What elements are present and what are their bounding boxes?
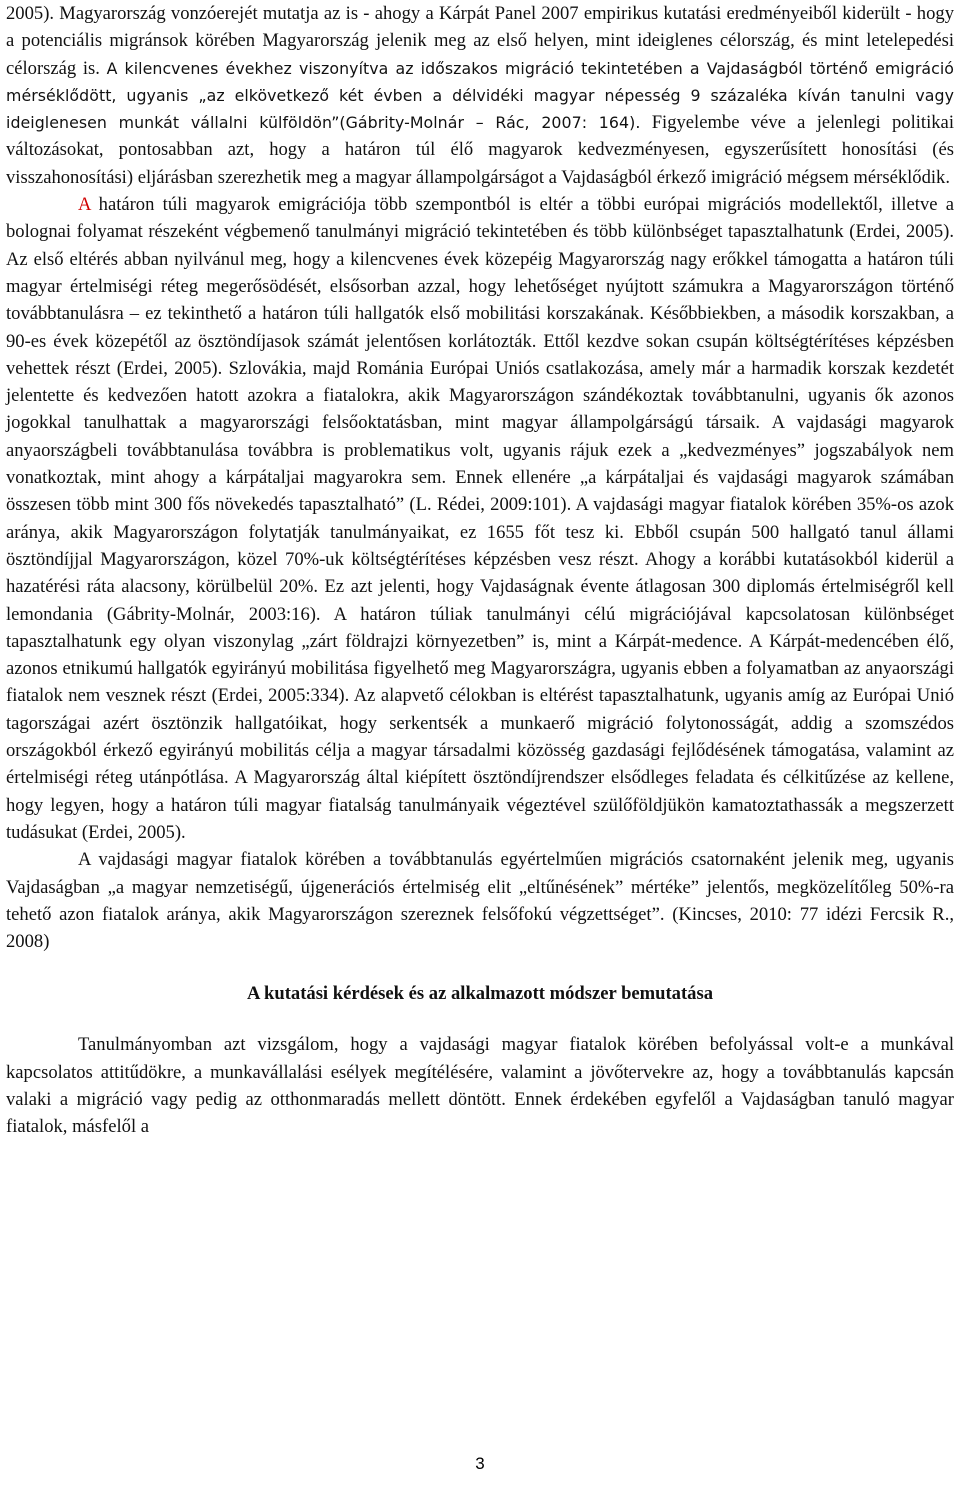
paragraph-1-tail: Figyelembe véve a jelenlegi politikai változásokat, pontosabban azt, hogy a határon túl élő magyarok kedvezményesen, egyszerűsített honosítási (és visszahonosítási) eljárásban szerezhetik meg a magyar állampolgárságot a Vajdaságból érkező imigráció mégsem mérséklődik.: [6, 112, 954, 188]
paragraph-1: [6, 0, 954, 191]
paragraph-2-first-letter: A: [78, 194, 91, 216]
paragraph-3: A vajdasági magyar fiatalok körében a továbbtanulás egyértelműen migrációs csatornaként jelenik meg, ugyanis Vajdaságban „a magyar nemzetiségű, újgenerációs értelmiség elit „eltűnésének” mértéke” jelentős, megközelítőleg 50%-ra tehető azon fiatalok aránya, akik Magyarországon szereznek felsőfokú végzettséget”. (Kincses, 2010: 77 idézi Fercsik R., 2008): [6, 849, 954, 953]
paragraph-4: Tanulmányomban azt vizsgálom, hogy a vajdasági magyar fiatalok körében befolyással volt-e a munkával kapcsolatos attitűdökre, a munkavállalási esélyek megítélésére, valamint a jövőtervekre az, hogy a továbbtanulás kapcsán valaki a migráció vagy pedig az otthonmaradás mellett döntött. Ennek érdekében egyfelől a Vajdaságban tanuló magyar fiatalok, másfelől a: [6, 1034, 954, 1138]
paragraph-1-intro: 2005). Magyarország vonzóerejét mutatja az is - ahogy a Kárpát Panel 2007 empirikus kutatási eredményeiből kiderült - hogy a potenciális migránsok körében Magyarország jelenik meg az első helyen, mint ideiglenes célország, és mint letelepedési célország is.: [6, 3, 954, 79]
page-number: 3: [475, 1454, 485, 1473]
paragraph-1-body: A kilencvenes évekhez viszonyítva az időszakos migráció tekintetében a Vajdaságból történő emigráció mérséklődött, ugyanis „az elkövetkező két évben a délvidéki magyar népesség 9 százaléka kíván tanulni vagy ideiglenesen munkát vállalni külföldön”(Gábrity-Molnár – Rác, 2007: 164).: [6, 58, 954, 133]
paragraph-2-body: határon túli magyarok emigrációja több szempontból is eltér a többi európai migrációs modellektől, illetve a bolognai folyamat részeként végbemenő tanulmányi migráció tekintetében és több különbséget tapasztalhatunk (Erdei, 2005). Az első eltérés abban nyilvánul meg, hogy a kilencvenes évek közepéig Magyarország nagy erőkkel támogatta a határon túli magyar értelmiségi réteg megerősödését, elsősorban azzal, hogy lehetőséget nyújtott számukra a Magyarországon történő továbbtanulásra – ez tekinthető a határon túli hallgatók első mobilitási korszakának. Későbbiekben, a második korszakban, a 90-es évek közepétől az ösztöndíjasok számát jelentősen korlátozták. Ettől kezdve sokan csupán költségtérítéses képzésben vehettek részt (Erdei, 2005). Szlovákia, majd Románia Európai Uniós csatlakozása, amely már a harmadik korszak kezdetét jelentette és kedvezően hatott azokra a fiatalokra, akik Magyarországon szándékoztak továbbtanulni, ugyanis ők azonos jogokkal tanulhattak a magyarországi felsőoktatásban, mint magyar állampolgárságú társaik. A vajdasági magyarok anyaországbeli továbbtanulása továbbra is problematikus volt, ugyanis rájuk ezek a „kedvezményes” jogszabályok nem vonatkoztak, mint ahogy a kárpátaljai magyarokra sem. Ennek ellenére „a kárpátaljai és vajdasági magyarok számában összesen több mint 300 fős növekedés tapasztalható” (L. Rédei, 2009:101). A vajdasági magyar fiatalok körében 35%-os azok aránya, akik Magyarországon folytatják tanulmányaikat, ez 1655 főt tesz ki. Ebből csupán 500 hallgató tanul állami ösztöndíjjal Magyarországon, közel 70%-uk költségtérítéses képzésben vesz részt. Ahogy a korábbi kutatásokból kiderül a hazatérési ráta alacsony, körülbelül 20%. Ez azt jelenti, hogy Vajdaságnak évente átlagosan 300 diplomás értelmiségről kell lemondania (Gábrity-Molnár, 2003:16). A határon túliak tanulmányi célú migrációjával kapcsolatosan különbséget tapasztalhatunk egy olyan viszonylag „zárt földrajzi környezetben” is, mint a Kárpát-medence. A Kárpát-medencében élő, azonos etnikumú hallgatók egyirányú mobilitása figyelhető meg Magyarországra, ugyanis ebben a folyamatban az anyaországi fiatalok nem vesznek részt (Erdei, 2005:334). Az alapvető célokban is eltérést tapasztalhatunk, ugyanis amíg az Európai Unió tagországai azért ösztönzik hallgatóikat, hogy serkentsék a munkaerő migráció folytonosságát, addig a szomszédos országokból érkező egyirányú mobilitás célja a magyar társadalmi közösség gazdasági fejlődésének támogatása, valamint az értelmiségi réteg utánpótlása. A Magyarország által kiépített ösztöndíjrendszer elsődleges feladata és célkitűzése az kellene, hogy legyen, hogy a határon túli magyar fiatalság tanulmányaik végeztével szülőföldjükön kamatoztathassák a megszerzett tudásukat (Erdei, 2005).: [6, 194, 954, 843]
section-heading: A kutatási kérdések és az alkalmazott módszer bemutatása: [246, 983, 713, 1005]
paragraph-2: [6, 191, 954, 846]
